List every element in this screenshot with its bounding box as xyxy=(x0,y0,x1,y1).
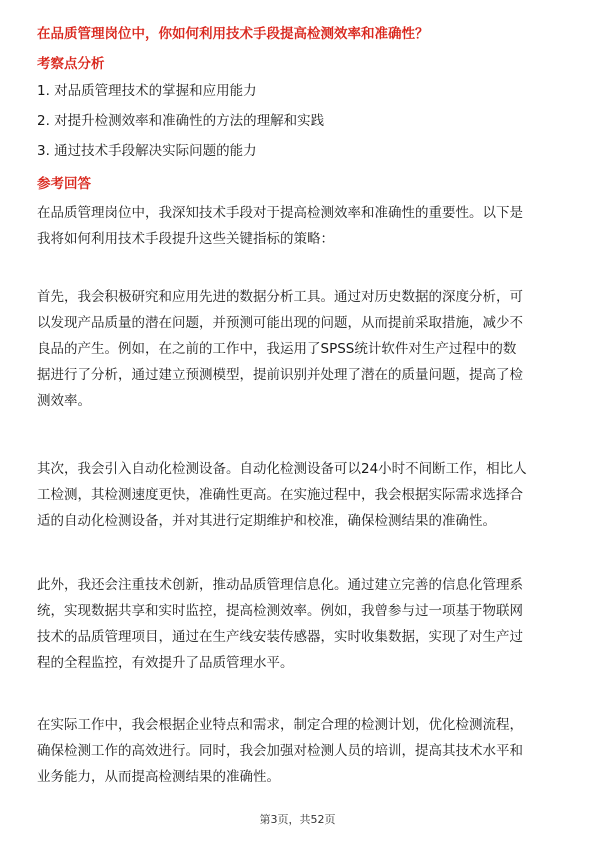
paragraph-line: 确保检测工作的高效进行。同时，我会加强对检测人员的培训，提高其技术水平和 xyxy=(37,743,523,759)
answer-paragraph-1 xyxy=(37,200,564,252)
paragraph-line: 工检测，其检测速度更快，准确性更高。在实施过程中，我会根据实际需求选择合 xyxy=(37,487,523,503)
analysis-point-1: 1. 对品质管理技术的掌握和应用能力 xyxy=(37,83,257,99)
paragraph-line: 程的全程监控，有效提升了品质管理水平。 xyxy=(37,655,294,671)
paragraph-line: 其次，我会引入自动化检测设备。自动化检测设备可以24小时不间断工作，相比人 xyxy=(37,461,527,477)
analysis-point-2: 2. 对提升检测效率和准确性的方法的理解和实践 xyxy=(37,113,325,129)
answer-paragraph-4 xyxy=(37,572,564,676)
paragraph-line: 以发现产品质量的潜在问题，并预测可能出现的问题，从而提前采取措施，减少不 xyxy=(37,315,523,331)
answer-paragraph-2 xyxy=(37,284,564,414)
question-heading: 在品质管理岗位中，你如何利用技术手段提高检测效率和准确性？ xyxy=(37,26,429,42)
paragraph-line: 良品的产生。例如，在之前的工作中，我运用了SPSS统计软件对生产过程中的数 xyxy=(37,341,517,357)
paragraph-line: 技术的品质管理项目，通过在生产线安装传感器，实时收集数据，实现了对生产过 xyxy=(37,629,523,645)
paragraph-line: 在实际工作中，我会根据企业特点和需求，制定合理的检测计划，优化检测流程， xyxy=(37,717,523,733)
paragraph-line: 业务能力，从而提高检测结果的准确性。 xyxy=(37,769,280,785)
page-number: 第3页，共52页 xyxy=(259,813,336,826)
paragraph-line: 此外，我还会注重技术创新，推动品质管理信息化。通过建立完善的信息化管理系 xyxy=(37,577,523,593)
analysis-point-3: 3. 通过技术手段解决实际问题的能力 xyxy=(37,143,257,159)
paragraph-line: 适的自动化检测设备，并对其进行定期维护和校准，确保检测结果的准确性。 xyxy=(37,513,496,529)
paragraph-line: 首先，我会积极研究和应用先进的数据分析工具。通过对历史数据的深度分析，可 xyxy=(37,289,523,305)
answer-paragraph-5 xyxy=(37,712,564,790)
paragraph-line: 测效率。 xyxy=(37,393,91,409)
paragraph-line: 我将如何利用技术手段提升这些关键指标的策略： xyxy=(37,231,334,247)
answer-paragraph-3 xyxy=(37,456,564,534)
answer-title: 参考回答 xyxy=(37,176,91,192)
paragraph-line: 据进行了分析，通过建立预测模型，提前识别并处理了潜在的质量问题，提高了检 xyxy=(37,367,523,383)
paragraph-line: 在品质管理岗位中，我深知技术手段对于提高检测效率和准确性的重要性。以下是 xyxy=(37,205,523,221)
analysis-title: 考察点分析 xyxy=(37,56,105,72)
paragraph-line: 统，实现数据共享和实时监控，提高检测效率。例如，我曾参与过一项基于物联网 xyxy=(37,603,523,619)
